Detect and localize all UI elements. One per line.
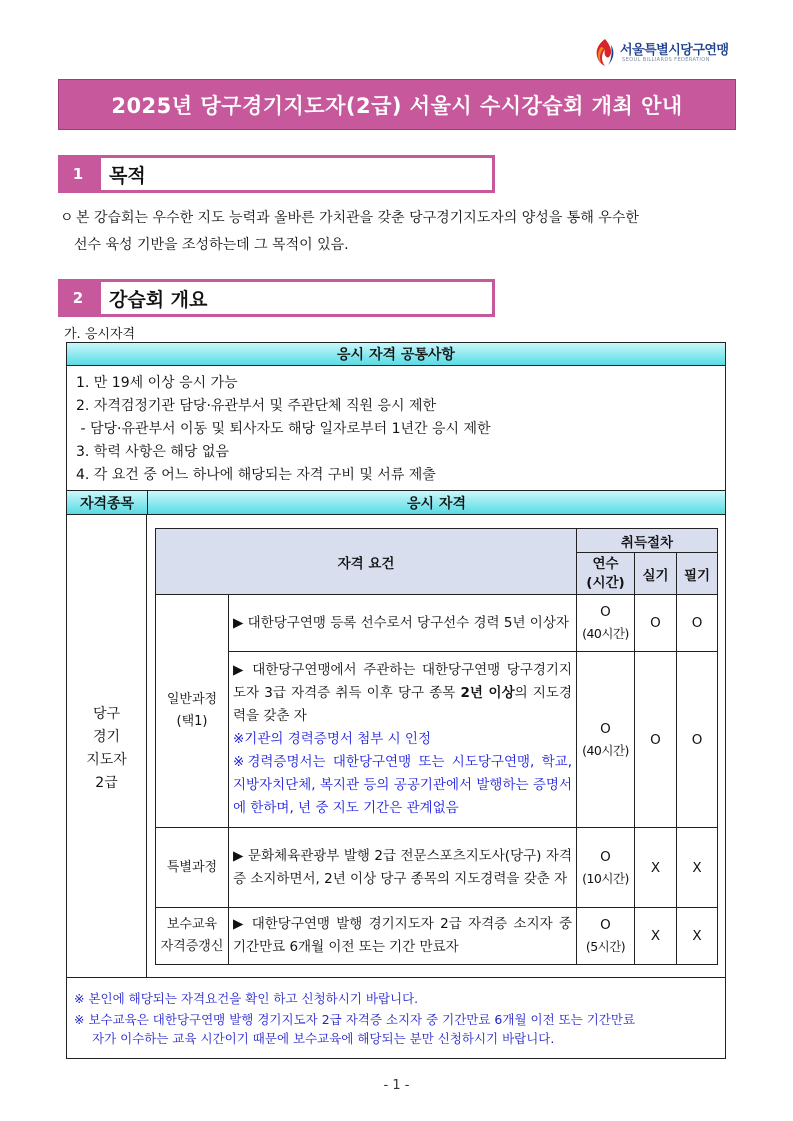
category-line: 자격증갱신 (160, 939, 224, 954)
category-line: 보수교육 (166, 917, 218, 932)
training-hours: (40시간) (582, 626, 629, 641)
header-training (577, 553, 635, 595)
federation-logo (591, 37, 771, 67)
page-number: - 1 - (383, 1078, 410, 1093)
requirement-note: ※기관의 경력증명서 첨부 시 인정 (233, 731, 432, 747)
table-row (156, 828, 718, 908)
training-hours: (40시간) (582, 742, 629, 758)
requirements-table (155, 528, 718, 965)
requirement-note: ※경력증명서는 대한당구연맹 또는 시도당구연맹, 학교, 지방자치단체, 복지관 등의 공공기관에서 발행하는 증명서에 한하며, 년 중 지도 기간은 관계없음 (233, 754, 572, 816)
item-name-line: 2급 (95, 775, 118, 791)
category-special: 특별과정 (156, 828, 229, 908)
category-line: (택1) (176, 714, 208, 729)
purpose-line-1: 본 강습회는 우수한 지도 능력과 올바른 가치관을 갖춘 당구경기지도자의 양성을 통해 우수한 (76, 210, 639, 226)
item-name-line: 경기 (92, 729, 121, 745)
flame-logo-icon (591, 37, 619, 67)
requirement-text-part: 의 지도경력을 갖춘 자 (233, 685, 572, 724)
item-name-line: 지도자 (86, 752, 127, 768)
training-mark: O (600, 720, 611, 737)
training-mark: O (600, 848, 611, 865)
requirement-text (229, 652, 577, 828)
subsection-label: 가. 응시자격 (64, 327, 136, 342)
training-mark: O (600, 917, 611, 933)
list-item: 1. 만 19세 이상 응시 가능 (76, 375, 238, 391)
written-cell: O (677, 595, 718, 652)
header-training-line: (시간) (586, 574, 625, 591)
practical-cell: O (635, 595, 677, 652)
table-row (156, 595, 718, 652)
page-title: 2025년 당구경기지도자(2급) 서울시 수시강습회 개최 안내 (111, 93, 683, 118)
practical-cell: O (635, 652, 677, 828)
training-cell (577, 595, 635, 652)
item-column (66, 514, 147, 977)
common-requirements-header: 응시 자격 공통사항 (66, 342, 726, 366)
item-name (66, 703, 147, 795)
category-renewal (156, 908, 229, 965)
col-header-qualification: 응시 자격 (147, 490, 726, 515)
training-hours: (10시간) (582, 870, 629, 886)
written-cell: X (677, 908, 718, 965)
category-line: 일반과정 (166, 692, 218, 707)
list-item: 2. 자격검정기관 담당·유관부서 및 주관단체 직원 응시 제한 (76, 398, 437, 414)
purpose-line-2: 선수 육성 기반을 조성하는데 그 목적이 있음. (74, 237, 349, 253)
section-number: 1 (58, 155, 98, 193)
page-title-bar (58, 79, 736, 130)
note-1: ※ 본인에 해당되는 자격요건을 확인 하고 신청하시기 바랍니다. (74, 991, 419, 1006)
logo-name: 서울특별시당구연맹 (620, 43, 729, 58)
common-requirements-list (76, 372, 491, 487)
requirement-text-part: ▶ 대한당구연맹에서 주관하는 대한당구연맹 당구경기지도자 3급 자격증 취득 이후 당구 종목 (233, 662, 572, 701)
logo-subtitle: SEOUL BILLIARDS FEDERATION (622, 57, 710, 63)
requirement-text: ▶ 대한당구연맹 발행 경기지도자 2급 자격증 소지자 중 기간만료 6개월 이전 또는 기간 만료자 (229, 908, 577, 965)
header-requirement: 자격 요건 (156, 529, 577, 595)
training-cell (577, 828, 635, 908)
practical-cell: X (635, 908, 677, 965)
table-header-row (156, 529, 718, 553)
divider (66, 977, 726, 978)
requirement-text: ▶ 문화체육관광부 발행 2급 전문스포츠지도사(당구) 자격증 소지하면서, 2년 이상 당구 종목의 지도경력을 갖춘 자 (229, 828, 577, 908)
list-item: - 담당·유관부서 이동 및 퇴사자도 해당 일자로부터 1년간 응시 제한 (76, 421, 491, 437)
section-heading-overview (58, 279, 495, 317)
practical-cell: X (635, 828, 677, 908)
section-label: 목적 (98, 155, 495, 193)
purpose-paragraph (60, 205, 740, 259)
category-general (156, 595, 229, 828)
training-cell (577, 908, 635, 965)
requirement-text: ▶ 대한당구연맹 등록 선수로서 당구선수 경력 5년 이상자 (229, 595, 577, 652)
header-written: 필기 (677, 553, 718, 595)
item-name-line: 당구 (92, 706, 121, 722)
training-cell (577, 652, 635, 828)
header-training-line: 연수 (592, 555, 619, 572)
header-procedure: 취득절차 (577, 529, 718, 553)
table-row (156, 652, 718, 828)
bullet-marker: ㅇ (60, 210, 74, 226)
header-practical: 실기 (635, 553, 677, 595)
list-item: 3. 학력 사항은 해당 없음 (76, 444, 229, 460)
section-heading-purpose (58, 155, 495, 193)
training-mark: O (600, 604, 611, 620)
note-2-continued: 자가 이수하는 교육 시간이기 때문에 보수교육에 해당되는 분만 신청하시기 바랍니다. (92, 1031, 555, 1046)
list-item: 4. 각 요건 중 어느 하나에 해당되는 자격 구비 및 서류 제출 (76, 467, 436, 483)
table-row (156, 908, 718, 965)
note-2: ※ 보수교육은 대한당구연맹 발행 경기지도자 2급 자격증 소지자 중 기간만료 6개월 이전 또는 기간만료 (74, 1012, 636, 1027)
requirement-text-bold: 2년 이상 (460, 685, 515, 701)
written-cell: X (677, 828, 718, 908)
written-cell: O (677, 652, 718, 828)
section-label: 강습회 개요 (98, 279, 495, 317)
training-hours: (5시간) (585, 939, 626, 954)
section-number: 2 (58, 279, 98, 317)
col-header-item: 자격종목 (66, 490, 148, 515)
